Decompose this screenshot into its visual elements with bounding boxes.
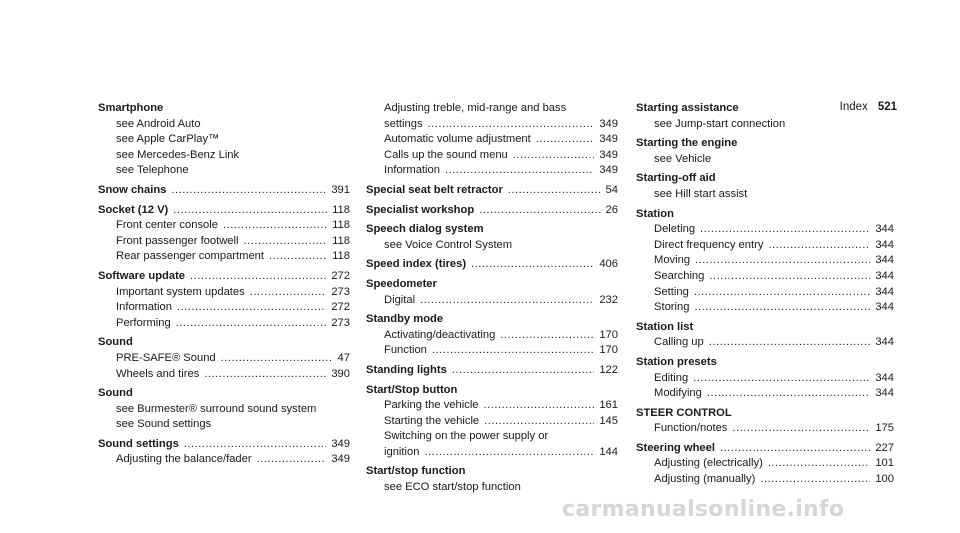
index-entry bbox=[366, 277, 618, 308]
entry-text: Setting bbox=[654, 285, 689, 298]
dot-leader bbox=[223, 218, 327, 234]
entry-text: Starting-off aid bbox=[636, 172, 716, 185]
index-entry bbox=[636, 101, 894, 132]
dot-leader bbox=[508, 183, 601, 199]
page-ref: 175 bbox=[875, 422, 894, 435]
page-ref: 344 bbox=[875, 254, 894, 267]
index-entry bbox=[98, 386, 350, 433]
index-entry bbox=[366, 222, 618, 253]
entry-text: see Hill start assist bbox=[654, 187, 748, 200]
page-ref: 26 bbox=[605, 203, 618, 216]
index-subentry bbox=[366, 101, 618, 117]
page-ref: 344 bbox=[875, 285, 894, 298]
index-subentry bbox=[98, 218, 350, 234]
page-ref: 144 bbox=[599, 445, 618, 458]
index-subentry bbox=[636, 335, 894, 351]
entry-text: Speedometer bbox=[366, 277, 437, 290]
index-term bbox=[636, 171, 894, 187]
page-ref: 390 bbox=[331, 367, 350, 380]
index-subentry bbox=[98, 285, 350, 301]
entry-text: Switching on the power supply or bbox=[384, 430, 549, 443]
index-column-1 bbox=[98, 101, 350, 468]
header-label: Index bbox=[839, 101, 868, 113]
entry-text: Special seat belt retractor bbox=[366, 183, 503, 196]
entry-text: see Voice Control System bbox=[384, 238, 513, 251]
dot-leader bbox=[221, 351, 333, 367]
index-subentry bbox=[636, 222, 894, 238]
index-entry bbox=[366, 464, 618, 495]
entry-text: Adjusting the balance/fader bbox=[116, 453, 252, 466]
index-subentry bbox=[98, 163, 350, 179]
index-subentry bbox=[636, 253, 894, 269]
entry-text: see Sound settings bbox=[116, 418, 212, 431]
dot-leader bbox=[484, 398, 595, 414]
entry-text: Starting the vehicle bbox=[384, 414, 480, 427]
entry-text: Specialist workshop bbox=[366, 203, 475, 216]
index-column-3 bbox=[636, 101, 894, 488]
index-term bbox=[636, 355, 894, 371]
entry-text: Parking the vehicle bbox=[384, 399, 479, 412]
index-term bbox=[98, 269, 350, 285]
index-subentry bbox=[636, 285, 894, 301]
index-term bbox=[636, 320, 894, 336]
index-term bbox=[366, 464, 618, 480]
page-ref: 344 bbox=[875, 238, 894, 251]
dot-leader bbox=[695, 253, 870, 269]
index-entry bbox=[98, 203, 350, 265]
dot-leader bbox=[432, 343, 594, 359]
entry-text: Adjusting treble, mid-range and bass bbox=[384, 102, 567, 114]
dot-leader bbox=[707, 386, 870, 402]
entry-text: see Mercedes-Benz Link bbox=[116, 148, 240, 161]
index-term bbox=[366, 222, 618, 238]
index-subentry bbox=[98, 132, 350, 148]
dot-leader bbox=[257, 452, 327, 468]
index-subentry bbox=[98, 234, 350, 250]
dot-leader bbox=[184, 437, 327, 453]
entry-text: Rear passenger compartment bbox=[116, 250, 264, 263]
index-entry bbox=[98, 335, 350, 382]
index-entry bbox=[636, 171, 894, 202]
index-subentry bbox=[98, 417, 350, 433]
dot-leader bbox=[471, 257, 594, 273]
dot-leader bbox=[244, 234, 328, 250]
index-entry bbox=[366, 203, 618, 219]
page-ref: 232 bbox=[599, 293, 618, 306]
index-term bbox=[636, 207, 894, 223]
entry-text: Standing lights bbox=[366, 363, 447, 376]
index-subentry bbox=[366, 163, 618, 179]
entry-text: Calling up bbox=[654, 336, 704, 349]
index-subentry bbox=[366, 398, 618, 414]
index-term bbox=[366, 257, 618, 273]
index-term bbox=[98, 101, 350, 117]
page-ref: 349 bbox=[331, 437, 350, 450]
index-column-2 bbox=[366, 101, 618, 496]
index-entry bbox=[636, 320, 894, 351]
dot-leader bbox=[445, 163, 594, 179]
index-term bbox=[98, 203, 350, 219]
page-ref: 273 bbox=[331, 285, 350, 298]
index-entry bbox=[636, 207, 894, 316]
index-subentry bbox=[636, 386, 894, 402]
page-ref: 349 bbox=[599, 117, 618, 130]
entry-text: Starting the engine bbox=[636, 137, 738, 150]
index-entry bbox=[366, 363, 618, 379]
entry-text: Station bbox=[636, 207, 674, 220]
dot-leader bbox=[452, 363, 595, 379]
entry-text: Socket (12 V) bbox=[98, 203, 169, 216]
dot-leader bbox=[424, 445, 594, 461]
index-subentry bbox=[366, 480, 618, 496]
entry-text: see Apple CarPlay™ bbox=[116, 133, 220, 146]
page-ref: 273 bbox=[331, 316, 350, 329]
entry-text: Sound settings bbox=[98, 437, 179, 450]
index-entry bbox=[636, 136, 894, 167]
page-ref: 344 bbox=[875, 371, 894, 384]
dot-leader bbox=[269, 249, 327, 265]
index-subentry bbox=[98, 351, 350, 367]
page-ref: 349 bbox=[331, 453, 350, 466]
entry-text: Starting assistance bbox=[636, 102, 739, 114]
entry-text: Smartphone bbox=[98, 102, 164, 114]
index-subentry bbox=[98, 249, 350, 265]
dot-leader bbox=[428, 117, 595, 133]
entry-text: Sound bbox=[98, 336, 133, 349]
entry-text: Station list bbox=[636, 320, 694, 333]
index-term bbox=[366, 383, 618, 399]
entry-text: Adjusting (manually) bbox=[654, 473, 756, 486]
index-subentry bbox=[98, 300, 350, 316]
dot-leader bbox=[171, 183, 326, 199]
index-subentry bbox=[98, 367, 350, 383]
index-subentry bbox=[636, 300, 894, 316]
index-subentry bbox=[636, 472, 894, 488]
dot-leader bbox=[536, 132, 595, 148]
page-number: 521 bbox=[877, 101, 897, 113]
page-ref: 391 bbox=[331, 183, 350, 196]
entry-text: Storing bbox=[654, 301, 690, 314]
index-entry bbox=[636, 355, 894, 402]
entry-text: Speech dialog system bbox=[366, 223, 484, 236]
index-subentry bbox=[366, 445, 618, 461]
index-term bbox=[98, 437, 350, 453]
index-entry bbox=[366, 312, 618, 359]
page-ref: 101 bbox=[875, 457, 894, 470]
entry-text: Sound bbox=[98, 387, 133, 400]
index-subentry bbox=[366, 328, 618, 344]
index-subentry bbox=[98, 117, 350, 133]
entry-text: Performing bbox=[116, 316, 171, 329]
index-term bbox=[366, 183, 618, 199]
dot-leader bbox=[768, 238, 870, 254]
entry-text: Front passenger footwell bbox=[116, 234, 239, 247]
index-term bbox=[636, 101, 894, 117]
entry-text: Digital bbox=[384, 293, 416, 306]
page-ref: 118 bbox=[332, 219, 350, 232]
dot-leader bbox=[500, 328, 594, 344]
index-subentry bbox=[636, 117, 894, 133]
page-ref: 344 bbox=[875, 336, 894, 349]
entry-text: Information bbox=[384, 164, 440, 177]
index-subentry bbox=[636, 187, 894, 203]
entry-text: Editing bbox=[654, 371, 689, 384]
page-ref: 54 bbox=[605, 183, 618, 196]
page-ref: 349 bbox=[599, 164, 618, 177]
entry-text: Station presets bbox=[636, 355, 717, 368]
index-entry bbox=[366, 257, 618, 273]
index-subentry bbox=[98, 316, 350, 332]
index-entry bbox=[366, 101, 618, 179]
entry-text: Adjusting (electrically) bbox=[654, 457, 763, 470]
entry-text: Activating/deactivating bbox=[384, 328, 496, 341]
index-subentry bbox=[366, 238, 618, 254]
page-ref: 272 bbox=[331, 269, 350, 282]
index-term bbox=[636, 406, 894, 422]
index-subentry bbox=[98, 402, 350, 418]
entry-text: Standby mode bbox=[366, 313, 444, 326]
entry-text: Function/notes bbox=[654, 422, 728, 435]
entry-text: Automatic volume adjustment bbox=[384, 133, 531, 146]
index-entry bbox=[98, 183, 350, 199]
index-subentry bbox=[98, 452, 350, 468]
page-ref: 344 bbox=[875, 301, 894, 314]
page-ref: 227 bbox=[875, 441, 894, 454]
page-ref: 170 bbox=[599, 328, 618, 341]
entry-text: Speed index (tires) bbox=[366, 258, 467, 271]
dot-leader bbox=[732, 421, 870, 437]
entry-text: see Jump-start connection bbox=[654, 117, 786, 130]
dot-leader bbox=[694, 300, 870, 316]
entry-text: Information bbox=[116, 301, 172, 314]
dot-leader bbox=[204, 367, 326, 383]
page-ref: 349 bbox=[599, 148, 618, 161]
watermark: carmanualsonline.info bbox=[562, 497, 845, 522]
dot-leader bbox=[513, 148, 595, 164]
index-entry bbox=[98, 101, 350, 179]
index-subentry bbox=[636, 152, 894, 168]
index-term bbox=[366, 203, 618, 219]
index-term bbox=[636, 136, 894, 152]
index-subentry bbox=[366, 132, 618, 148]
page-ref: 118 bbox=[332, 250, 350, 263]
entry-text: Front center console bbox=[116, 219, 218, 232]
entry-text: Steering wheel bbox=[636, 441, 715, 454]
index-subentry bbox=[366, 429, 618, 445]
page-ref: 47 bbox=[337, 351, 350, 364]
page-ref: 122 bbox=[599, 363, 618, 376]
index-term bbox=[98, 335, 350, 351]
entry-text: Wheels and tires bbox=[116, 367, 200, 380]
entry-text: Modifying bbox=[654, 387, 702, 400]
dot-leader bbox=[177, 300, 326, 316]
dot-leader bbox=[700, 222, 870, 238]
index-subentry bbox=[366, 343, 618, 359]
dot-leader bbox=[190, 269, 326, 285]
entry-text: Snow chains bbox=[98, 183, 167, 196]
entry-text: Important system updates bbox=[116, 285, 245, 298]
entry-text: PRE-SAFE® Sound bbox=[116, 351, 216, 364]
entry-text: Direct frequency entry bbox=[654, 238, 764, 251]
dot-leader bbox=[176, 316, 327, 332]
page-ref: 170 bbox=[599, 344, 618, 357]
dot-leader bbox=[173, 203, 327, 219]
index-subentry bbox=[636, 456, 894, 472]
dot-leader bbox=[420, 293, 594, 309]
index-subentry bbox=[366, 117, 618, 133]
index-entry bbox=[98, 269, 350, 331]
index-subentry bbox=[366, 148, 618, 164]
index-subentry bbox=[636, 371, 894, 387]
page-ref: 145 bbox=[599, 414, 618, 427]
index-term bbox=[366, 277, 618, 293]
entry-text: settings bbox=[384, 117, 423, 130]
entry-text: Software update bbox=[98, 269, 186, 282]
entry-text: Function bbox=[384, 344, 427, 357]
entry-text: see Telephone bbox=[116, 164, 189, 177]
dot-leader bbox=[694, 285, 870, 301]
index-subentry bbox=[636, 269, 894, 285]
page-ref: 118 bbox=[332, 203, 350, 216]
index-subentry bbox=[636, 238, 894, 254]
entry-text: Deleting bbox=[654, 223, 696, 236]
page-ref: 344 bbox=[875, 269, 894, 282]
index-subentry bbox=[366, 414, 618, 430]
page-ref: 161 bbox=[599, 399, 618, 412]
dot-leader bbox=[693, 371, 870, 387]
dot-leader bbox=[479, 203, 600, 219]
index-entry bbox=[98, 437, 350, 468]
page-ref: 272 bbox=[331, 301, 350, 314]
dot-leader bbox=[709, 269, 870, 285]
entry-text: see Android Auto bbox=[116, 117, 201, 130]
page-ref: 406 bbox=[599, 258, 618, 271]
index-entry bbox=[366, 383, 618, 461]
dot-leader bbox=[709, 335, 871, 351]
entry-text: Searching bbox=[654, 269, 705, 282]
page-ref: 118 bbox=[332, 234, 350, 247]
index-term bbox=[366, 363, 618, 379]
entry-text: Start/stop function bbox=[366, 465, 466, 478]
index-subentry bbox=[366, 293, 618, 309]
dot-leader bbox=[768, 456, 871, 472]
entry-text: see Burmester® surround sound system bbox=[116, 402, 317, 415]
index-entry bbox=[366, 183, 618, 199]
entry-text: Start/Stop button bbox=[366, 383, 458, 396]
entry-text: see Vehicle bbox=[654, 152, 712, 165]
index-subentry bbox=[636, 421, 894, 437]
index-subentry bbox=[98, 148, 350, 164]
index-term bbox=[98, 183, 350, 199]
entry-text: Calls up the sound menu bbox=[384, 148, 508, 161]
dot-leader bbox=[720, 441, 870, 457]
index-entry bbox=[636, 441, 894, 488]
dot-leader bbox=[760, 472, 870, 488]
entry-text: see ECO start/stop function bbox=[384, 481, 521, 494]
index-term bbox=[636, 441, 894, 457]
entry-text: Moving bbox=[654, 254, 691, 267]
index-term bbox=[366, 312, 618, 328]
index-term bbox=[98, 386, 350, 402]
entry-text: ignition bbox=[384, 445, 420, 458]
page-ref: 344 bbox=[875, 387, 894, 400]
dot-leader bbox=[250, 285, 327, 301]
dot-leader bbox=[484, 414, 594, 430]
index-entry bbox=[636, 406, 894, 437]
page-ref: 344 bbox=[875, 223, 894, 236]
page-ref: 349 bbox=[599, 133, 618, 146]
page-ref: 100 bbox=[875, 473, 894, 486]
entry-text: STEER CONTROL bbox=[636, 406, 732, 419]
